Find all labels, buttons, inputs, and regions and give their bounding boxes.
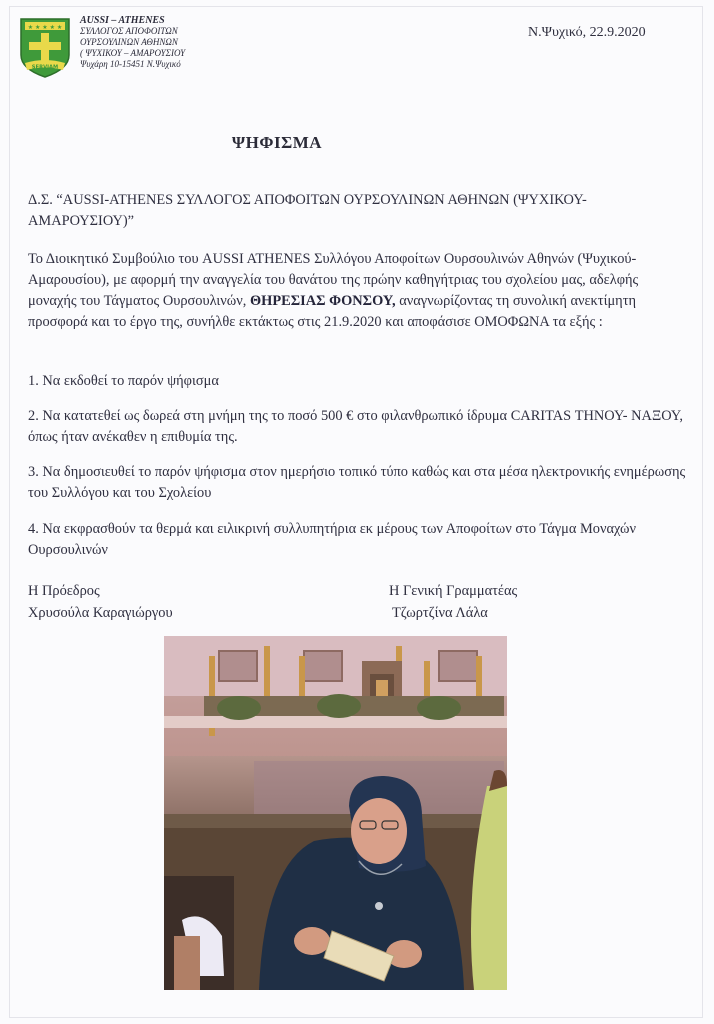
memorial-photo <box>164 636 507 990</box>
logo-motto: SERVIAM <box>31 64 59 71</box>
resolution-item-3: 3. Να δημοσιευθεί το παρόν ψήφισμα στον ημερήσιο τοπικό τύπο καθώς και στα μέσα ηλεκτρονικής ενημέρωσης του Συλλόγου και του Σχολείου <box>28 464 686 501</box>
intro-paragraph <box>28 249 686 333</box>
svg-text:★ ★ ★ ★ ★: ★ ★ ★ ★ ★ <box>27 24 63 31</box>
organization-header <box>80 15 230 70</box>
subject-line: Δ.Σ. “AUSSI-ATHENES ΣΥΛΛΟΓΟΣ ΑΠΟΦΟΙΤΩΝ ΟΥΡΣΟΥΛΙΝΩΝ ΑΘΗΝΩΝ (ΨΥΧΙΚΟΥ-ΑΜΑΡΟΥΣΙΟΥ)” <box>28 192 587 229</box>
resolution-item-2: 2. Να κατατεθεί ως δωρεά στη μνήμη της το ποσό 500 € στο φιλανθρωπικό ίδρυμα CARITAS ΤΗΝΟΥ- ΝΑΞΟΥ, όπως ήταν ανέκαθεν η επιθυμία της. <box>28 408 684 445</box>
president-name: Χρυσούλα Καραγιώργου <box>28 605 173 621</box>
president-role: Η Πρόεδρος <box>28 583 100 599</box>
secretary-name: Τζωρτζίνα Λάλα <box>392 605 488 621</box>
org-line-3: ( ΨΥΧΙΚΟΥ – ΑΜΑΡΟΥΣΙΟΥ <box>80 48 186 58</box>
org-line-2: ΟΥΡΣΟΥΛΙΝΩΝ ΑΘΗΝΩΝ <box>80 37 178 47</box>
resolution-item-4: 4. Να εκφρασθούν τα θερμά και ειλικρινή συλλυπητήρια εκ μέρους των Αποφοίτων στο Τάγμα Μοναχών Ουρσουλινών <box>28 521 637 558</box>
org-name: AUSSI – ATHENES <box>80 15 165 26</box>
org-address: Ψυχάρη 10-15451 Ν.Ψυχικό <box>80 59 181 69</box>
place-date: Ν.Ψυχικό, 22.9.2020 <box>528 25 646 40</box>
signature-president <box>28 580 173 624</box>
resolution-item-1: 1. Να εκδοθεί το παρόν ψήφισμα <box>28 373 219 389</box>
document-title: ΨΗΦΙΣΜΑ <box>231 133 323 152</box>
org-line-1: ΣΥΛΛΟΓΟΣ ΑΠΟΦΟΙΤΩΝ <box>80 26 178 36</box>
secretary-role: Η Γενική Γραμματέας <box>389 583 518 599</box>
signature-secretary <box>389 580 517 624</box>
association-logo <box>19 17 71 79</box>
intro-text-2: αναγνωρίζοντας τη συνολική ανεκτίμητη προσφορά και το έργο της, συνήλθε εκτάκτως στις 21.9.2020 και αποφάσισε ΟΜΟΦΩΝΑ τα εξής : <box>28 293 636 330</box>
intro-text-1: Το Διοικητικό Συμβούλιο του AUSSI ATHENES Συλλόγου Αποφοίτων Ουρσουλινών Αθηνών (Ψυχικού-Αμαρουσίου), με αφορμή την αναγγελία του θανάτου της πρώην καθηγήτριας του σχολείου μας, αδελφής μοναχής του Τάγματος Ουρσουλινών, <box>28 251 639 309</box>
deceased-name: ΘΗΡΕΣΙΑΣ ΦΟΝΣΟΥ, <box>249 293 396 309</box>
